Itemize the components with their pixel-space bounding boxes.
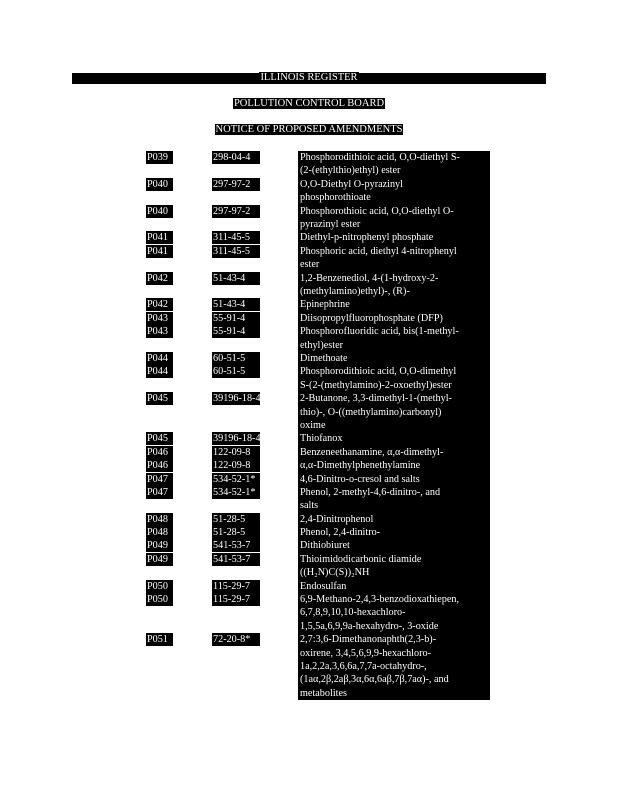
board-title: POLLUTION CONTROL BOARD bbox=[233, 98, 385, 109]
substance-name-line: (1aα,2β,2aβ,3α,6α,6aβ,7β,7aα)-, and bbox=[300, 674, 449, 686]
table-row bbox=[0, 526, 618, 539]
substance-name bbox=[298, 446, 490, 459]
cas-number: 534-52-1* bbox=[212, 486, 260, 499]
notice-title: NOTICE OF PROPOSED AMENDMENTS bbox=[215, 124, 403, 135]
cas-number: 541-53-7 bbox=[212, 553, 260, 566]
table-row bbox=[0, 446, 618, 459]
substance-name-line: salts bbox=[300, 500, 319, 512]
waste-code: P050 bbox=[146, 593, 173, 606]
substance-name-line: (methylamino)ethyl)-, (R)- bbox=[300, 285, 410, 297]
substance-name-line: Dithiobiuret bbox=[300, 540, 350, 552]
waste-code: P050 bbox=[146, 580, 173, 593]
cas-number: 39196-18-4 bbox=[213, 433, 261, 445]
cas-number: 60-51-5 bbox=[212, 352, 260, 365]
substance-name bbox=[298, 486, 490, 513]
substance-name-line: 1,2-Benzenediol, 4-(1-hydroxy-2- bbox=[300, 272, 439, 284]
table-row bbox=[0, 553, 618, 580]
cas-number: 122-09-8 bbox=[212, 459, 260, 472]
cas-number: 72-20-8* bbox=[212, 633, 260, 646]
cas-number: 115-29-7 bbox=[212, 593, 260, 606]
substance-name bbox=[298, 432, 490, 445]
substance-name-line: ethyl)ester bbox=[300, 339, 343, 351]
waste-code: P046 bbox=[146, 446, 173, 459]
substance-name-line: O,O-Diethyl O-pyrazinyl bbox=[300, 178, 403, 190]
waste-code: P046 bbox=[146, 459, 173, 472]
table-row bbox=[0, 539, 618, 552]
substance-name bbox=[298, 325, 490, 352]
substance-name bbox=[298, 365, 490, 392]
substance-name bbox=[298, 205, 490, 232]
waste-code: P040 bbox=[146, 205, 173, 218]
substance-name bbox=[298, 580, 490, 593]
table-row bbox=[0, 459, 618, 472]
substance-name bbox=[298, 352, 490, 365]
table-row bbox=[0, 298, 618, 311]
waste-code: P051 bbox=[146, 633, 173, 646]
substance-name-line: Phosphorofluoridic acid, bis(1-methyl- bbox=[300, 326, 459, 338]
cas-number: 122-09-8 bbox=[212, 446, 260, 459]
notice-title-wrap bbox=[0, 124, 618, 136]
substance-name bbox=[298, 392, 490, 432]
waste-code: P042 bbox=[146, 298, 173, 311]
substance-name-line: Diisopropylfluorophosphate (DFP) bbox=[300, 312, 443, 324]
table-row bbox=[0, 151, 618, 178]
substance-name-line: 1,5,5a,6,9,9a-hexahydro-, 3-oxide bbox=[300, 620, 439, 632]
substance-name-line: α,α-Dimethylphenethylamine bbox=[300, 460, 421, 472]
table-row bbox=[0, 392, 618, 432]
waste-code: P045 bbox=[146, 392, 173, 405]
table-row bbox=[0, 205, 618, 232]
substance-name-line: 1a,2,2a,3,6,6a,7,7a-octahydro-, bbox=[300, 661, 427, 673]
waste-code: P042 bbox=[146, 272, 173, 285]
substance-name-line: ((H₂N)C(S))₂NH bbox=[300, 567, 370, 579]
substance-name-line: Benzeneethanamine, α,α-dimethyl- bbox=[300, 446, 444, 458]
substance-name bbox=[298, 633, 490, 700]
board-title-wrap bbox=[0, 98, 618, 110]
table-row bbox=[0, 593, 618, 633]
table-row bbox=[0, 580, 618, 593]
substance-name bbox=[298, 526, 490, 539]
waste-code: P048 bbox=[146, 513, 173, 526]
table-row bbox=[0, 513, 618, 526]
substance-name bbox=[298, 513, 490, 526]
substance-name bbox=[298, 553, 490, 580]
cas-number: 55-91-4 bbox=[212, 325, 260, 338]
substance-name-line: phosphorothioate bbox=[300, 192, 371, 204]
cas-number: 51-28-5 bbox=[212, 526, 260, 539]
register-title: ILLINOIS REGISTER bbox=[260, 72, 358, 83]
waste-code-table bbox=[0, 151, 618, 700]
table-row bbox=[0, 365, 618, 392]
substance-name bbox=[298, 298, 490, 311]
substance-name bbox=[298, 473, 490, 486]
substance-name-line: Dimethoate bbox=[300, 352, 348, 364]
waste-code: P043 bbox=[146, 312, 173, 325]
substance-name-line: 4,6-Dinitro-o-cresol and salts bbox=[300, 473, 420, 485]
register-title-wrap bbox=[0, 72, 618, 84]
substance-name-line: 2,7:3,6-Dimethanonaphth(2,3-b)- bbox=[300, 634, 437, 646]
cas-number: 297-97-2 bbox=[212, 205, 260, 218]
substance-name-line: Phosphorothioic acid, O,O-diethyl O- bbox=[300, 205, 454, 217]
waste-code: P043 bbox=[146, 325, 173, 338]
cas-number: 51-43-4 bbox=[212, 272, 260, 285]
substance-name-line: pyrazinyl ester bbox=[300, 218, 361, 230]
substance-name bbox=[298, 312, 490, 325]
table-row bbox=[0, 352, 618, 365]
table-row bbox=[0, 231, 618, 244]
substance-name bbox=[298, 272, 490, 299]
substance-name-line: oxirene, 3,4,5,6,9,9-hexachloro- bbox=[300, 647, 431, 659]
waste-code: P045 bbox=[146, 432, 173, 445]
substance-name-line: thio)-, O-((methylamino)carbonyl) bbox=[300, 406, 442, 418]
waste-code: P044 bbox=[146, 365, 173, 378]
cas-number: 115-29-7 bbox=[212, 580, 260, 593]
cas-number: 39196-18-4 bbox=[213, 393, 261, 405]
substance-name-line: Phenol, 2,4-dinitro- bbox=[300, 527, 381, 539]
table-row bbox=[0, 432, 618, 445]
substance-name-line: Thioimidodicarbonic diamide bbox=[300, 553, 422, 565]
cas-number: 298-04-4 bbox=[212, 151, 260, 164]
table-row bbox=[0, 633, 618, 700]
table-row bbox=[0, 312, 618, 325]
substance-name bbox=[298, 459, 490, 472]
cas-number: 55-91-4 bbox=[212, 312, 260, 325]
substance-name-line: Phosphorodithioic acid, O,O-diethyl S- bbox=[300, 152, 460, 163]
substance-name-line: ester bbox=[300, 259, 320, 271]
cas-number: 60-51-5 bbox=[212, 365, 260, 378]
waste-code: P039 bbox=[146, 151, 173, 164]
substance-name bbox=[298, 593, 490, 633]
substance-name bbox=[298, 178, 490, 205]
substance-name-line: Phosphoric acid, diethyl 4-nitrophenyl bbox=[300, 245, 457, 257]
waste-code: P041 bbox=[146, 245, 173, 258]
cas-number: 311-45-5 bbox=[212, 245, 260, 258]
waste-code: P048 bbox=[146, 526, 173, 539]
substance-name-line: (2-(ethylthio)ethyl) ester bbox=[300, 165, 401, 177]
substance-name-line: 6,7,8,9,10,10-hexachloro- bbox=[300, 607, 406, 619]
substance-name-line: metabolites bbox=[300, 687, 347, 699]
substance-name-line: S-(2-(methylamino)-2-oxoethyl)ester bbox=[300, 379, 452, 391]
cas-number: 51-28-5 bbox=[212, 513, 260, 526]
substance-name-line: Thiofanox bbox=[300, 433, 343, 445]
cas-number: 311-45-5 bbox=[212, 231, 260, 244]
table-row bbox=[0, 272, 618, 299]
substance-name bbox=[298, 245, 490, 272]
cas-number: 534-52-1* bbox=[212, 473, 260, 486]
table-row bbox=[0, 486, 618, 513]
table-row bbox=[0, 245, 618, 272]
waste-code: P049 bbox=[146, 539, 173, 552]
table-row bbox=[0, 178, 618, 205]
substance-name bbox=[298, 539, 490, 552]
substance-name bbox=[298, 151, 490, 178]
substance-name-line: oxime bbox=[300, 419, 326, 431]
substance-name-line: Phenol, 2-methyl-4,6-dinitro-, and bbox=[300, 486, 441, 498]
substance-name-line: Endosulfan bbox=[300, 580, 347, 592]
waste-code: P049 bbox=[146, 553, 173, 566]
substance-name-line: 6,9-Methano-2,4,3-benzodioxathiepen, bbox=[300, 594, 459, 606]
substance-name bbox=[298, 231, 490, 244]
substance-name-line: Epinephrine bbox=[300, 299, 350, 311]
cas-number: 297-97-2 bbox=[212, 178, 260, 191]
waste-code: P047 bbox=[146, 486, 173, 499]
table-row bbox=[0, 473, 618, 486]
waste-code: P047 bbox=[146, 473, 173, 486]
substance-name-line: 2,4-Dinitrophenol bbox=[300, 513, 374, 525]
table-row bbox=[0, 325, 618, 352]
waste-code: P041 bbox=[146, 231, 173, 244]
substance-name-line: 2-Butanone, 3,3-dimethyl-1-(methyl- bbox=[300, 393, 452, 405]
cas-number: 51-43-4 bbox=[212, 298, 260, 311]
cas-number: 541-53-7 bbox=[212, 539, 260, 552]
substance-name-line: Diethyl-p-nitrophenyl phosphate bbox=[300, 232, 434, 244]
substance-name-line: Phosphorodithioic acid, O,O-dimethyl bbox=[300, 366, 457, 378]
waste-code: P040 bbox=[146, 178, 173, 191]
waste-code: P044 bbox=[146, 352, 173, 365]
